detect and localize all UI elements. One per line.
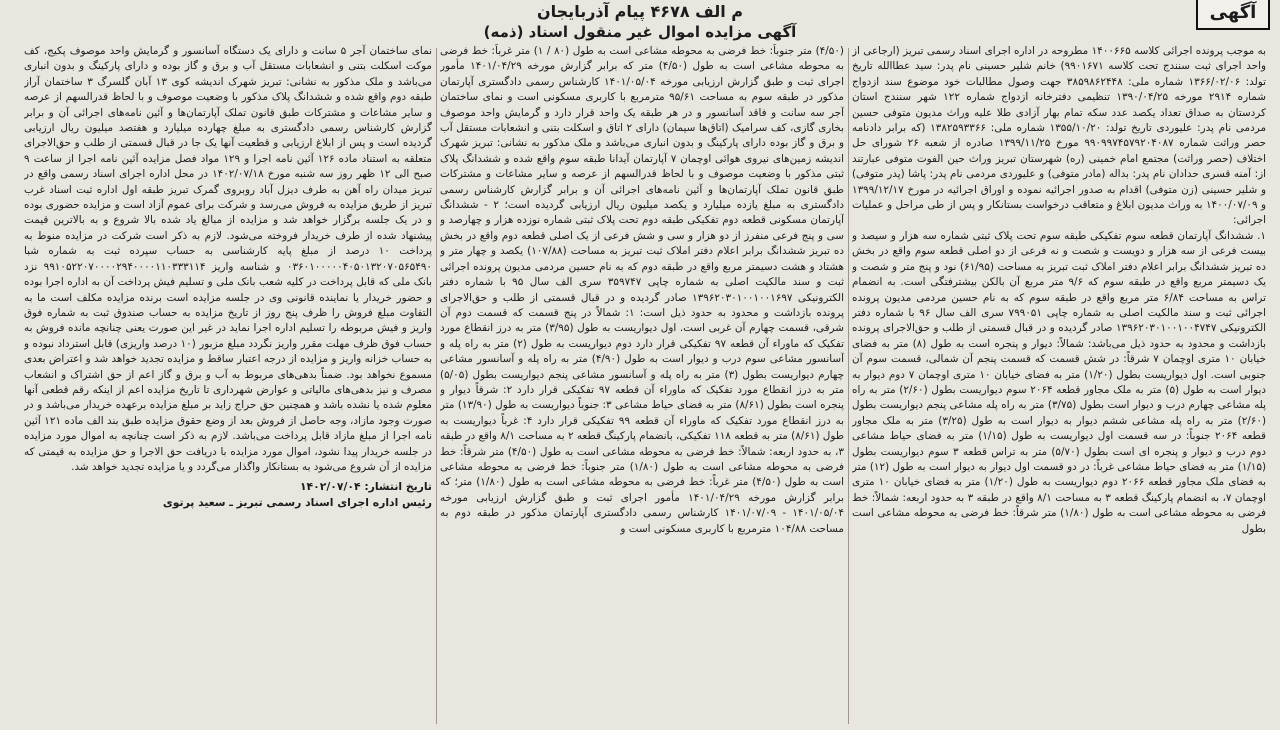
paragraph-property-2: (۴/۵۰) متر جنوباً: خط فرضی به محوطه مشاعی است به طول (۸۰ / ۱) متر غرباً: خط فرضی به محوطه مشاعی است به طول (۴/۵۰) متر که برابر گزارش مورخه ۱۴۰۱/۰۴/۲۹ مأمور اجرای ثبت و طبق گزارش ارزیابی مورخه ۱۴۰۱/۰۵/۰۴ کارشناس رسمی دادگستری آپارتمان مذکور در طبقه سوم به مساحت ۹۵/۶۱ مترمربع با کاربری مسکونی است و نمای ساختمان آجر سه سانت و فاقد آسانسور و در هر طبقه یک واحد قرار دارد و گرمایش واحد موصوف بخاری گازی، کف سرامیک (اتاق‌ها سیمان) دارای ۲ اتاق و اسکلت بتنی و انشعابات مستقل آب و برق و گاز بوده دارای پارکینگ و بدون انباری می‌باشد و ملک مذکور به نشانی: تبریز شهرک اندیشه زمین‌های نیروی هوائی اوچمان ۷ آپارتمان آیدانا طبقه سوم واقع شده و ششدانگ پلاک ثبتی مذکور با وضعیت موصوف و با لحاظ قدرالسهم از عرصه و سایر مشاعات و مشترکات طبق قانون تملک آپارتمان‌ها و آئین نامه‌های اجرائی آن و برابر گزارش کارشناس رسمی دادگستری به مبلغ یازده میلیارد و یکصد میلیون ریال ارزیابی گردیده است؛ ۲ - ششدانگ آپارتمان مسکونی قطعه دوم تفکیکی طبقه دوم تحت پلاک ثبتی شماره نوزده هزار و چهارصد و سی و پنج فرعی منفرز از دو هزار و سی و شش فرعی از یک اصلی قطعه دوم واقع در بخش ده تبریز ششدانگ برابر اعلام دفتر املاک ثبت تبریز به مساحت (۱۰۷/۸۸) یکصد و چهار متر و هشتاد و هشت دسیمتر مربع واقع در طبقه دوم که به نام حسین مردمی مدیون پرونده اجرائی ثبت و سند مالکیت اصلی به شماره چاپی ۳۵۹۷۴۷ سری الف سال ۹۵ با شماره دفتر الکترونیکی ۱۳۹۶۲۰۳۰۱۰۰۱۰۰۱۶۹۷ صادر گردیده و در قبال قسمتی از طلب و حق‌الاجرای پرونده بازداشت و محدود به حدود ذیل است: ۱: شمالاً در پنج قسمت که قسمت دوم آن شرقی، قسمت چهارم آن غربی است. اول دیواریست به طول (۳/۹۵) متر به درز انقطاع مورد تفکیک که ماوراء آن قطعه ۹۷ تفکیکی قرار دارد دوم دیواریست به طول (۲) متر به راه پله و آسانسور مشاعی سوم درب و دیوار است به طول (۴/۹۰) متر به راه پله و آسانسور مشاعی چهارم دیواریست بطول (۳) متر به راه پله و آسانسور مشاعی پنجم دیواریست بطول (۵/۰۵) متر به درز انقطاع مورد تفکیک که ماوراء آن قطعه ۹۷ تفکیکی قرار دارد ۲: شرقاً دیوار و پنجره است بطول (۸/۶۱) متر به فضای حیاط مشاعی ۳: جنوباً دیواریست به طول (۱۳/۹۰) متر به درز انقطاع مورد تفکیک که ماوراء آن قطعه ۹۹ تفکیکی قرار دارد ۴: غرباً دیواریست به طول (۸/۶۱) متر به قطعه ۱۱۸ تفکیکی، بانضمام پارکینگ قطعه ۲ به مساحت ۸/۱ واقع در طبقه ۳، به حدود اربعه: شمالاً: خط فرضی به محوطه مشاعی است به طول (۴/۵۰) متر شرقاً: خط فرضی به محوطه مشاعی است به طول (۱/۸۰) متر جنوباً: خط فرضی به محوطه مشاعی است به طول (۴/۵۰) متر غرباً: خط فرضی به محوطه مشاعی است به طول (۱/۸۰) متر؛ که برابر گزارش مورخه ۱۴۰۱/۰۴/۲۹ مأمور اجرای ثبت و طبق گزارش ارزیابی مورخه ۱۴۰۱/۰۵/۰۴ - ۱۴۰۱/۰۷/۰۹ کارشناس رسمی دادگستری آپارتمان مذکور در طبقه دوم به مساحت ۱۰۴/۸۸ مترمربع با کاربری مسکونی است و (440, 45, 844, 535)
paragraph-property-1: ۱. ششدانگ آپارتمان قطعه سوم تفکیکی طبقه سوم تحت پلاک ثبتی شماره سه هزار و سیصد و بیست فرعی از سه هزار و دویست و شصت و نه فرعی از دو اصلی قطعه سوم واقع در بخش ده تبریز ششدانگ برابر اعلام دفتر املاک ثبت تبریز به مساحت (۶۱/۹۵) نود و پنج متر و شصت و یک دسیمتر مربع واقع در طبقه سوم که ۹/۶ متر مربع آن بالکن بیشترفتگی است. به انضمام تراس به مساحت ۶/۸۴ متر مربع واقع در طبقه سوم که به نام حسین مردمی مدیون پرونده اجرائی ثبت و سند مالکیت اصلی به شماره چاپی ۷۹۹۰۵۱ سری الف سال ۹۶ با شماره دفتر الکترونیکی ۱۳۹۶۲۰۳۰۱۰۰۱۰۰۴۷۴۷ صادر گردیده و در قبال قسمتی از طلب و حق‌الاجرای پرونده بازداشت و محدود به حدود ذیل می‌باشد: شمالاً: دیوار و پنجره است به طول (۸) متر به فضای خیابان ۱۰ متری اوچمان ۷ شرقاً: در شش قسمت که قسمت پنجم آن شمالی، قسمت سوم آن جنوبی است. اول دیواریست بطول (۱/۲۰) متر به فضای خیابان ۱۰ متری اوچمان ۷ دوم دیوار به دیوار است به طول (۵) متر به ملک مجاور قطعه ۲۰۶۴ سوم دیواریست بطول (۲/۶۰) متر به راه پله مشاعی چهارم درب و دیوار است بطول (۳/۷۵) متر به راه پله مشاعی پنجم دیواریست بطول (۲/۶۰) متر به راه پله مشاعی ششم دیوار به دیوار است به طول (۳/۲۵) متر به ملک مجاور قطعه ۲۰۶۴ جنوباً: در سه قسمت اول دیواریست به طول (۱/۱۵) متر به فضای حیاط مشاعی دوم درب و دیوار و پنجره ای است بطول (۵/۷۰) متر به تراس قطعه ۳ سوم دیواریست بطول (۱/۱۵) متر به فضای حیاط مشاعی غرباً: در دو قسمت اول دیوار به دیوار است به طول (۱۲) متر به فضای ملک مجاور قطعه ۲۰۶۶ دوم دیواریست به طول (۱/۲۰) متر به فضای خیابان ۱۰ متری اوچمان ۷، به انضمام پارکینگ قطعه ۳ به مساحت ۸/۱ واقع در طبقه ۳ به حدود اربعه: شمالاً: خط فرضی به محوطه مشاعی است به طول (۱/۸۰) متر شرقاً: خط فرضی به محوطه مشاعی است بطول (852, 229, 1266, 535)
signature: رئیس اداره اجرای اسناد رسمی تبریز ـ سعید پرتوی (162, 496, 432, 510)
column-middle (440, 44, 844, 724)
ad-tag: آگهی (1196, 0, 1270, 30)
column-divider (436, 48, 437, 724)
publish-date: تاریخ انتشار: ۱۴۰۲/۰۷/۰۴ (299, 480, 432, 494)
column-divider (848, 48, 849, 724)
column-left (24, 44, 432, 724)
ad-reference-line: م الف ۴۶۷۸ پیام آذربایجان (536, 2, 744, 21)
paragraph-intro: به موجب پرونده اجرائی کلاسه ۱۴۰۰۶۶۵ مطروحه در اداره اجرای اسناد رسمی تبریز (ارجاعی از واحد اجرای ثبت سنندج تحت کلاسه ۹۹۰۱۶۷۱) خانم شلیر حسینی نام پدر: سید عطاالله تاریخ تولد: ۱۳۶۶/۰۲/۰۶ شماره ملی: ۳۸۵۹۸۶۲۴۴۸ جهت وصول مطالبات خود موضوع سند ازدواج شماره ۲۹۱۴ مورخه ۱۳۹۰/۰۴/۲۵ تنظیمی دفترخانه ازدواج شماره ۱۲۲ شهر سنندج استان کردستان به صداق تعداد یکصد عدد سکه تمام بهار آزادی طلا علیه وراث مدیون متوفی حسین مردمی نام پدر: علیوردی تاریخ تولد: ۱۳۵۵/۱۰/۲۰ شماره ملی: ۱۳۸۲۵۹۳۳۶۶ (که برابر دادنامه حصر وراثت شماره ۹۹۰۹۹۷۴۵۷۹۲۰۴۰۸۷ مورخ ۱۳۹۹/۱۱/۲۵ صادره از شعبه ۲۶ شورای حل اختلاف (حصر وراثت) مجتمع امام خمینی (ره) شهرستان تبریز وراث حین الفوت متوفی عبارتند از: آمنه قسری حدادان نام پدر: بداله (مادر متوفی) و علیوردی مردمی نام پدر: پاشا (پدر متوفی) و شلیر حسینی (زن متوفی) اقدام به صدور اجرائیه نموده و اوراق اجرائیه در مورخ ۱۳۹۹/۱۲/۱۷ و ۱۴۰۰/۰۷/۰۹ به وراث مدیون ابلاغ و متعاقب درخواست بستانکار و پس از طی مراحل و عملیات اجرائی: (852, 45, 1266, 227)
paragraph-auction-terms: نمای ساختمان آجر ۵ سانت و دارای یک دستگاه آسانسور و گرمایش واحد موصوف پکیج، کف موکت اسکلت بتنی و انشعابات مستقل آب و برق و گاز بوده و دارای پارکینگ و بدون انباری می‌باشد و ملک مذکور به نشانی: تبریز شهرک اندیشه کوی ۱۳ آبان گلسرگ ۳ ساختمان آراز طبقه دوم واقع شده و ششدانگ پلاک مذکور با وضعیت موصوف و با لحاظ قدرالسهم از عرصه و سایر مشاعات و مشترکات طبق قانون تملک آپارتمان‌ها و آئین نامه‌های اجرائی آن و برابر گزارش کارشناس رسمی دادگستری به مبلغ چهارده میلیارد و هفتصد میلیون ریال ارزیابی گردیده است و پس از ابلاغ ارزیابی و قطعیت آنها یک جا در قبال قسمتی از طلب و حق‌الاجرای متعلقه به استناد ماده ۱۲۶ آئین نامه اجرا و ۱۲۹ مواد فصل مزایده آئین نامه اجرا از ساعت ۹ صبح الی ۱۲ ظهر روز سه شنبه مورخ ۱۴۰۲/۰۷/۱۸ در محل اداره اجرای اسناد رسمی واقع در تبریز میدان راه آهن به طرف دیزل آباد روبروی گمرک تبریز طبقه اول اداره ثبت اسناد غرب تبریز از طریق مزایده به فروش می‌رسد و شرکت برای عموم آزاد است و مزایده حضوری بوده و در یک جلسه برگزار خواهد شد و مزایده از مبالغ یاد شده بالا شروع و به بالاترین قیمت پیشنهاد شده از طرف خریدار فروخته می‌شود. لازم به ذکر است شرکت در مزایده منوط به پرداخت ۱۰ درصد از مبلغ پایه کارشناسی به حساب سپرده ثبت به شماره شبا ۰۳۶۰۱۰۰۰۰۰۴۰۵۰۱۳۲۰۷۰۵۶۵۴۹۰ و شناسه واریز ۹۹۱۰۵۲۲۰۷۰۰۰۰۲۹۴۰۰۰۰۱۱۰۳۳۳۱۱۴ نزد بانک ملی که قابل پرداخت در کلیه شعب بانک ملی و تسلیم فیش پرداخت آن به اداره اجرا بوده و حضور خریدار یا نماینده قانونی وی در جلسه مزایده است برنده مزایده مکلف است ما به التفاوت مبلغ فروش را ظرف پنج روز از تاریخ مزایده به حساب صندوق ثبت به شماره فوق واریز و فیش مربوطه را تسلیم اداره اجرا نماید در غیر این صورت یعنی چنانچه مانده فروش به حساب فوق ظرف مهلت مقرر واریز نگردد مبلغ مزبور (۱۰ درصد واریزی) قابل استرداد نبوده و به حساب خزانه واریز و مزایده از درجه اعتبار ساقط و مزایده تجدید خواهد شد و اعتراض بعدی مسموع نخواهد بود. ضمناً بدهی‌های مربوط به آب و برق و گاز اعم از حق اشتراک و انشعاب مصرف و نیز بدهی‌های مالیاتی و عوارض شهرداری تا تاریخ مزایده اعم از اینکه رقم قطعی آنها معلوم شده یا نشده باشد و همچنین حق حراج زاید بر مبلغ مزایده برعهده خریدار می‌باشد و در صورت وجود مازاد، وجه حاصل از فروش بعد از وضع حقوق مزایده طبق بند الف ماده ۱۲۱ آئین نامه اجرا از مبلغ مازاد قابل پرداخت می‌باشد. لازم به ذکر است چنانچه به اموال مورد مزایده در جلسه خریدار پیدا نشود، اموال مورد مزایده با دریافت حق الاجرا و حق مزایده به قیمتی که مزایده از آن شروع می‌شود به بستانکار واگذار می‌گردد و یا مزایده تجدید خواهد شد. (24, 45, 432, 473)
column-right (852, 44, 1266, 724)
ad-header (300, 2, 980, 42)
signature-block (24, 479, 432, 511)
ad-title: آگهی مزایده اموال غیر منقول اسناد (ذمه) (483, 23, 797, 41)
